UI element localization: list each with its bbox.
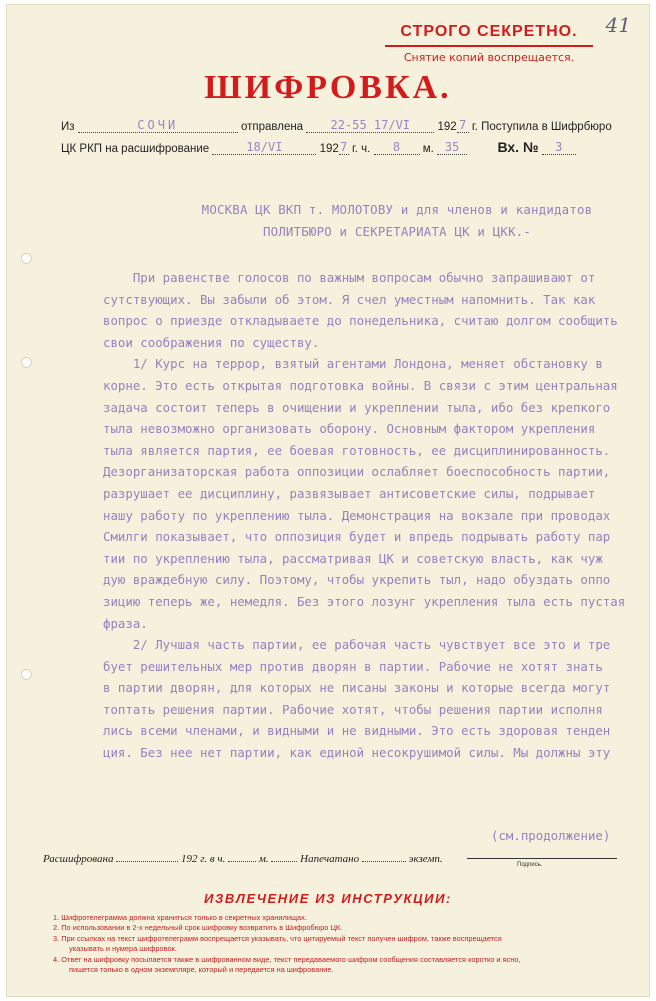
document-sheet bbox=[6, 4, 650, 997]
body-line: 1/ Курс на террор, взятый агентами Лондона, меняет обстановку в bbox=[103, 356, 603, 372]
instructions-list bbox=[53, 913, 623, 975]
sent-label: отправлена bbox=[240, 121, 304, 133]
instruction-item: 1. Шифротелеграмма должна храниться только в секретных хранилищах. bbox=[53, 913, 307, 922]
minute-value: 35 bbox=[437, 141, 467, 155]
body-line: нашу работу по укреплению тыла. Демонстрация на вокзале при проводах bbox=[103, 507, 611, 523]
body-line: тии по укреплению тыла, рассматривая ЦК и советскую власть, как чуж bbox=[103, 550, 603, 566]
body-line: разрушает ее дисциплину, развязывает антисоветские силы, подрывает bbox=[103, 485, 596, 501]
body-line: бует решительных мер против дворян в партии. Рабочие не хотят знать bbox=[103, 658, 603, 674]
hour-label: г. ч. bbox=[351, 143, 371, 155]
instruction-item: 3. При ссылках на текст шифротелеграмм воспрещается указывать, что цитируемый текст получен шифром, также воспрещается bbox=[53, 933, 502, 943]
decode-date: 18/VI bbox=[212, 141, 316, 155]
body-line: в партии дворян, для которых не писаны законы и которые всегда могут bbox=[103, 680, 611, 696]
telegram-body bbox=[103, 267, 641, 764]
decoded-minute-label: м. bbox=[258, 853, 269, 865]
body-line: лись всеми членами, и видными и не видными. Это есть здоровая тенден bbox=[103, 723, 611, 739]
instructions-title: ИЗВЛЕЧЕНИЕ ИЗ ИНСТРУКЦИИ: bbox=[204, 891, 452, 906]
body-line: Смилги показывает, что оппозиция будет и впредь подрывать работу пар bbox=[103, 529, 611, 545]
incoming-value: 3 bbox=[542, 141, 576, 155]
continuation-note: (см.продолжение) bbox=[491, 828, 611, 843]
body-line: Дезорганизаторская работа оппозиции ослабляет боеспособность партии, bbox=[103, 464, 611, 480]
printed-label: Напечатано bbox=[300, 853, 360, 865]
punch-hole-2 bbox=[21, 357, 32, 368]
year-suffix-decode: 7 bbox=[340, 140, 348, 154]
instruction-item: 2. По использовании в 2-х недельный срок шифровку возвратить в Шифробюро ЦК. bbox=[53, 923, 343, 933]
body-line: При равенстве голосов по важным вопросам обычно запрашивают от bbox=[103, 270, 596, 285]
signature-line bbox=[467, 858, 617, 859]
body-line: тыла невозможно организовать оборону. Основным фактором укрепления bbox=[103, 421, 596, 437]
stamp-main-text: СТРОГО СЕКРЕТНО. bbox=[400, 23, 578, 40]
signature-label: Подпись. bbox=[517, 862, 543, 868]
page-number: 41 bbox=[605, 13, 631, 37]
punch-hole-1 bbox=[21, 253, 32, 264]
decoded-label: Расшифрована bbox=[43, 853, 114, 865]
body-line: вопрос о приезде откладываете до понедельника, считаю долгом сообщить bbox=[103, 313, 618, 329]
punch-hole-3 bbox=[21, 669, 32, 680]
secret-stamp bbox=[383, 23, 595, 64]
body-line: дую враждебную силу. Поэтому, чтобы укрепить тыл, надо обуздать оппо bbox=[103, 572, 611, 588]
form-row-origin bbox=[61, 118, 612, 133]
year-suffix-sent: 7 bbox=[457, 119, 469, 133]
sent-value: 22-55 17/VI bbox=[306, 119, 434, 133]
body-line: свои соображения по существу. bbox=[103, 334, 320, 350]
decoded-time-label: г. в ч. bbox=[200, 853, 226, 865]
body-line: тыла является партия, ее боевая готовность, ее дисциплинированность. bbox=[103, 442, 611, 458]
body-line: фраза. bbox=[103, 615, 148, 631]
year-prefix-sent: 192 bbox=[437, 121, 457, 133]
body-line: ция. Без нее нет партии, как единой несокрушимой силы. Мы должны эту bbox=[103, 745, 611, 761]
body-line: сутствующих. Вы забыли об этом. Я счел уместным напомнить. Так как bbox=[103, 291, 596, 307]
instruction-item-continuation: указывать и нумера шифровок. bbox=[69, 944, 177, 954]
from-value: СОЧИ bbox=[78, 119, 238, 133]
copies-label: экземп. bbox=[408, 853, 443, 865]
document-title: ШИФРОВКА. bbox=[204, 69, 452, 106]
body-line: задача состоит теперь в очищении и укреплении тыла, ибо без крепкого bbox=[103, 399, 611, 415]
hour-value: 8 bbox=[374, 141, 420, 155]
ck-label: ЦК РКП на расшифрование bbox=[61, 143, 210, 155]
stamp-sub-text: Снятие копий воспрещается. bbox=[403, 51, 575, 64]
instruction-item: 4. Ответ на шифровку посылается также в шифрованном виде, текст передаваемого шифром сообщения составляется коротко и ясно, bbox=[53, 954, 521, 964]
body-line: топтать решения партии. Рабочие хотят, чтобы решения партии исполня bbox=[103, 701, 603, 717]
form-row-decode bbox=[61, 139, 601, 155]
addressee-block bbox=[177, 199, 617, 242]
body-line: 2/ Лучшая часть партии, ее рабочая часть чувствует все это и тре bbox=[103, 637, 611, 653]
instruction-item-continuation: пишется только в одном экземпляре, который и передается на шифрование. bbox=[69, 965, 334, 975]
addressee-line: ПОЛИТБЮРО и СЕКРЕТАРИАТА ЦК и ЦКК.- bbox=[262, 223, 532, 239]
from-label: Из bbox=[61, 121, 75, 133]
incoming-label: Вх. № bbox=[497, 139, 539, 155]
received-label: г. Поступила в Шифрбюро bbox=[471, 121, 612, 133]
minute-label: м. bbox=[422, 143, 434, 155]
body-line: корне. Это есть открытая подготовка войны. В связи с этим центральная bbox=[103, 377, 618, 393]
body-line: зицию теперь же, немедля. Без этого лозунг укрепления тыла есть пустая bbox=[103, 593, 626, 609]
addressee-line: МОСКВА ЦК ВКП т. МОЛОТОВУ и для членов и кандидатов bbox=[201, 202, 593, 217]
decoded-year-label: 192 bbox=[180, 853, 198, 865]
year-prefix-decode: 192 bbox=[319, 143, 339, 155]
